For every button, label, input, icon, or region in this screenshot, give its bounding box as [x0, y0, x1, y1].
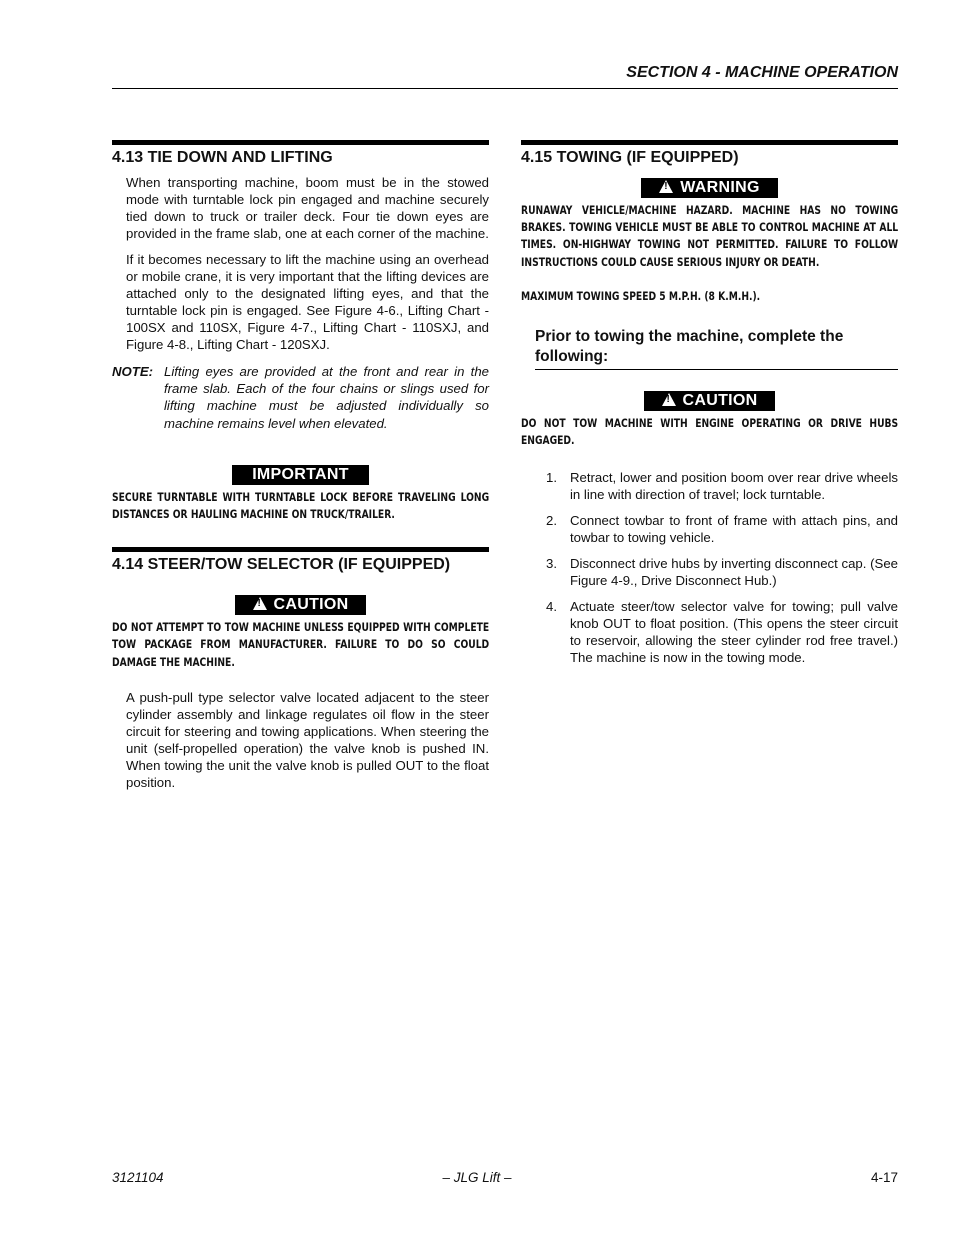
note-label: NOTE: [112, 364, 154, 379]
list-item [521, 598, 898, 666]
page-number: 4-17 [870, 1170, 898, 1185]
header-rule [112, 88, 898, 89]
towing-speed-text: MAXIMUM TOWING SPEED 5 M.P.H. (8 K.M.H.). [521, 289, 761, 303]
step-number: 4. [546, 599, 557, 615]
section-414-title: 4.14 STEER/TOW SELECTOR (IF EQUIPPED) [112, 556, 451, 574]
lifting-note [112, 363, 489, 432]
important-badge: IMPORTANT [232, 465, 369, 485]
right-column [521, 140, 898, 675]
important-badge-wrap [112, 465, 489, 485]
caution-alert-text: DO NOT ATTEMPT TO TOW MACHINE UNLESS EQUIPPED WITH COMPLETE TOW PACKAGE FROM MANUFACTURER. FAILURE TO DO SO COULD DAMAGE THE MACHINE. [112, 621, 490, 669]
step-number: 1. [546, 470, 557, 486]
step-text: Disconnect drive hubs by inverting disconnect cap. (See Figure 4-9., Drive Disconnect Hub.) [570, 556, 898, 589]
section-rule [112, 547, 489, 552]
section-rule [521, 140, 898, 145]
note-text: Lifting eyes are provided at the front and rear in the frame slab. Each of the four chains or slings used for lifting machine must be adjusted individually so machine remains level when elevated. [164, 364, 489, 431]
step-text: Actuate steer/tow selector valve for towing; pull valve knob OUT to float position. (This opens the steer circuit to reservoir, allowing the steer cylinder rod free travel.) The machine is now in the towing mode. [570, 599, 898, 666]
warning-triangle-icon [662, 393, 676, 406]
lifting-paragraph: If it becomes necessary to lift the machine using an overhead or mobile crane, it is very important that the lifting devices are attached only to the designated lifting eyes, and that the turntable lock pin is engaged. See Figure 4-6., Lifting Chart - 100SX and 110SX, Figure 4-7., Lifting Chart - 110SXJ, and Figure 4-8., Lifting Chart - 120SXJ. [126, 252, 489, 352]
warning-triangle-icon [253, 597, 267, 610]
caution-badge-label: CAUTION [682, 392, 758, 410]
selector-valve-paragraph: A push-pull type selector valve located adjacent to the steer cylinder assembly and linkage regulates oil flow in the steer circuit for steering and towing applications. When steering the unit (self-propelled operation) the valve knob is pushed IN. When towing the unit the valve knob is pulled OUT to the float position. [126, 689, 489, 790]
step-text: Connect towbar to front of frame with attach pins, and towbar to towing vehicle. [570, 513, 898, 546]
warning-badge [641, 178, 777, 198]
warning-triangle-icon [659, 180, 673, 193]
warning-alert-text: RUNAWAY VEHICLE/MACHINE HAZARD. MACHINE HAS NO TOWING BRAKES. TOWING VEHICLE MUST BE ABLE TO CONTROL MACHINE AT ALL TIMES. ON-HIGHWAY TOWING NOT PERMITTED. FAILURE TO FOLLOW INSTRUCTIONS COULD CAUSE SERIOUS INJURY OR DEATH. [521, 204, 899, 269]
doc-number: 3121104 [112, 1170, 164, 1185]
tie-down-paragraph: When transporting machine, boom must be in the stowed mode with turntable lock pin engaged and machine securely tied down to truck or trailer deck. Four tie down eyes are provided in the frame slab, one at each corner of the machine. [126, 175, 489, 241]
step-number: 2. [546, 513, 557, 529]
list-item [521, 469, 898, 503]
footer-center: – JLG Lift – [442, 1170, 512, 1185]
towing-steps-list [521, 469, 898, 666]
prior-to-towing-heading: Prior to towing the machine, complete the following: [535, 327, 898, 370]
list-item [521, 555, 898, 589]
list-item [521, 512, 898, 546]
step-text: Retract, lower and position boom over rear drive wheels in line with direction of travel; lock turntable. [570, 470, 898, 503]
caution-badge-wrap [112, 595, 489, 615]
caution-alert-text: DO NOT TOW MACHINE WITH ENGINE OPERATING OR DRIVE HUBS ENGAGED. [521, 417, 899, 448]
warning-badge-label: WARNING [680, 179, 760, 196]
step-number: 3. [546, 556, 557, 572]
section-header: SECTION 4 - MACHINE OPERATION [626, 64, 898, 81]
section-415-title: 4.15 TOWING (IF EQUIPPED) [521, 149, 739, 166]
caution-badge [235, 595, 367, 615]
left-column [112, 140, 489, 791]
caution-badge-wrap [521, 391, 898, 411]
section-rule [112, 140, 489, 145]
section-413-title: 4.13 TIE DOWN AND LIFTING [112, 149, 333, 166]
caution-badge [644, 391, 776, 411]
warning-badge-wrap [521, 178, 898, 198]
important-alert-text: SECURE TURNTABLE WITH TURNTABLE LOCK BEFORE TRAVELING LONG DISTANCES OR HAULING MACHINE ON TRUCK/TRAILER. [112, 490, 490, 522]
caution-badge-label: CAUTION [273, 596, 349, 614]
